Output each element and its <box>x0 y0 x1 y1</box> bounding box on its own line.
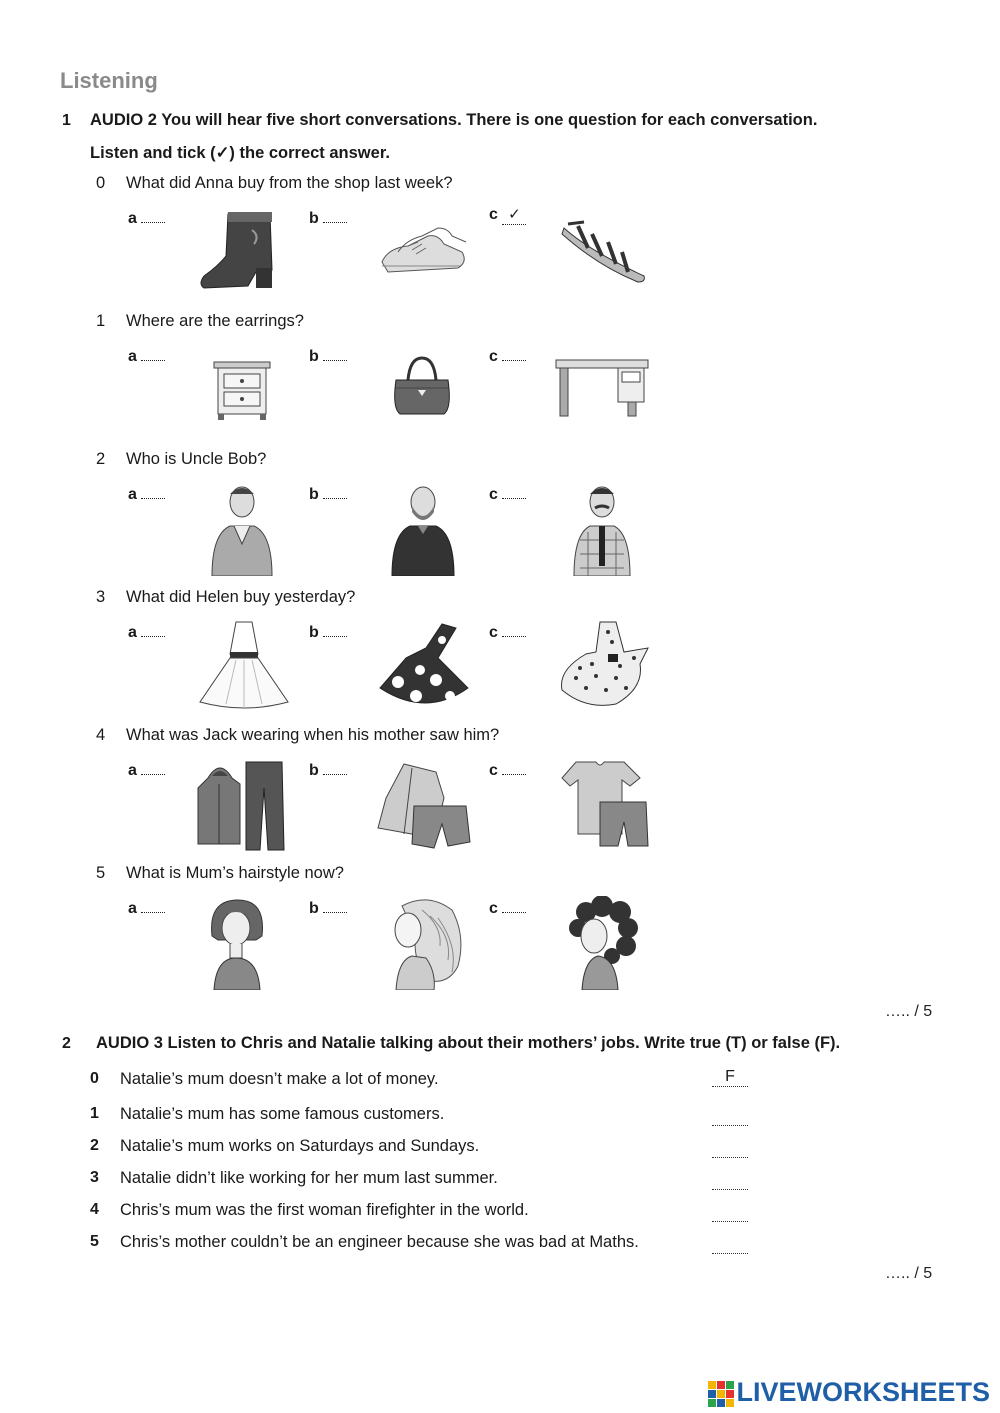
option-a-label: a <box>128 486 137 503</box>
option-b-label: b <box>309 900 319 917</box>
hoodie-jeans-icon[interactable] <box>194 758 286 852</box>
tf-item-number: 0 <box>90 1070 99 1087</box>
question-text: What did Anna buy from the shop last week? <box>126 174 453 192</box>
tf-item-number: 3 <box>90 1169 99 1186</box>
question-number: 3 <box>96 588 106 606</box>
answer-blank-c[interactable] <box>502 896 526 913</box>
exercise-1-instruction-line2: Listen and tick (✓) the correct answer. <box>90 144 390 162</box>
logo-text: LIVEWORKSHEETS <box>736 1377 990 1407</box>
answer-blank-b[interactable] <box>323 482 347 499</box>
exercise-1-number: 1 <box>62 112 71 129</box>
sandal-icon[interactable] <box>558 220 650 286</box>
answer-blank-a[interactable] <box>141 620 165 637</box>
question-text: Who is Uncle Bob? <box>126 450 267 468</box>
option-b-label: b <box>309 348 319 365</box>
question-number: 2 <box>96 450 106 468</box>
answer-blank-b[interactable] <box>323 344 347 361</box>
sneakers-icon[interactable] <box>378 222 470 282</box>
option-a-label: a <box>128 210 137 227</box>
option-a-label: a <box>128 762 137 779</box>
question-text: What was Jack wearing when his mother saw him? <box>126 726 500 744</box>
question-4 <box>0 726 1000 856</box>
man-sweater-icon[interactable] <box>208 484 276 576</box>
answer-blank-b[interactable] <box>323 620 347 637</box>
answer-blank-a[interactable] <box>141 758 165 775</box>
option-a-label: a <box>128 624 137 641</box>
question-number: 0 <box>96 174 106 192</box>
answer-blank-a[interactable] <box>141 482 165 499</box>
bob-hair-icon[interactable] <box>206 896 268 990</box>
jacket-shorts-icon[interactable] <box>374 758 472 852</box>
desk-icon[interactable] <box>554 356 650 418</box>
option-b-label: b <box>309 762 319 779</box>
tf-answer-field[interactable] <box>712 1107 748 1126</box>
option-c-label: c <box>489 900 498 917</box>
exercise-2-instruction: AUDIO 3 Listen to Chris and Natalie talking about their mothers’ jobs. Write true (T) or false (F). <box>96 1034 841 1052</box>
question-number: 4 <box>96 726 106 744</box>
tf-item-3 <box>0 1169 1000 1201</box>
long-wavy-hair-icon[interactable] <box>382 896 468 990</box>
option-c-label: c <box>489 348 498 365</box>
bedside-table-icon[interactable] <box>212 360 272 420</box>
question-1 <box>0 312 1000 442</box>
tf-answer-field[interactable]: F <box>712 1068 748 1087</box>
option-c-label: c <box>489 624 498 641</box>
option-b-label: b <box>309 624 319 641</box>
tf-item-1 <box>0 1105 1000 1137</box>
answer-blank-c[interactable] <box>502 344 526 361</box>
boot-icon[interactable] <box>196 210 286 294</box>
handbag-icon[interactable] <box>390 356 454 418</box>
option-c-label: c <box>489 762 498 779</box>
question-0 <box>0 174 1000 304</box>
section-title: Listening <box>60 68 158 93</box>
answer-blank-c[interactable]: ✓ <box>502 208 526 225</box>
tf-item-text: Natalie didn’t like working for her mum last summer. <box>120 1169 498 1187</box>
tf-item-number: 1 <box>90 1105 99 1122</box>
answer-blank-c[interactable] <box>502 758 526 775</box>
tf-answer-field[interactable] <box>712 1235 748 1254</box>
tf-item-0 <box>0 1070 1000 1102</box>
tf-answer-field[interactable] <box>712 1203 748 1222</box>
option-c-label: c <box>489 206 498 223</box>
tf-item-number: 2 <box>90 1137 99 1154</box>
exercise-1-score: ….. / 5 <box>885 1003 933 1020</box>
option-a-label: a <box>128 348 137 365</box>
answer-blank-b[interactable] <box>323 758 347 775</box>
exercise-2-number: 2 <box>62 1035 71 1052</box>
answer-blank-b[interactable] <box>323 896 347 913</box>
question-text: What did Helen buy yesterday? <box>126 588 356 606</box>
man-beard-icon[interactable] <box>388 484 458 576</box>
tshirt-shorts-icon[interactable] <box>560 758 650 852</box>
tf-item-text: Chris’s mother couldn’t be an engineer because she was bad at Maths. <box>120 1233 639 1251</box>
answer-blank-a[interactable] <box>141 206 165 223</box>
question-number: 5 <box>96 864 106 882</box>
white-dress-icon[interactable] <box>196 618 292 712</box>
option-b-label: b <box>309 210 319 227</box>
option-c-label: c <box>489 486 498 503</box>
question-text: Where are the earrings? <box>126 312 304 330</box>
tf-item-text: Natalie’s mum has some famous customers. <box>120 1105 445 1123</box>
answer-blank-a[interactable] <box>141 344 165 361</box>
liveworksheets-logo <box>708 1377 990 1408</box>
question-number: 1 <box>96 312 106 330</box>
answer-blank-c[interactable] <box>502 482 526 499</box>
option-a-label: a <box>128 900 137 917</box>
curly-hair-icon[interactable] <box>566 896 642 990</box>
tf-item-number: 4 <box>90 1201 99 1218</box>
tf-item-5 <box>0 1233 1000 1265</box>
tf-item-4 <box>0 1201 1000 1233</box>
answer-blank-b[interactable] <box>323 206 347 223</box>
tf-item-text: Natalie’s mum doesn’t make a lot of money. <box>120 1070 439 1088</box>
tf-answer-field[interactable] <box>712 1171 748 1190</box>
answer-blank-c[interactable] <box>502 620 526 637</box>
tf-item-2 <box>0 1137 1000 1169</box>
liveworksheets-logo-icon <box>708 1381 734 1407</box>
man-moustache-icon[interactable] <box>570 484 634 576</box>
exercise-2-score: ….. / 5 <box>885 1265 933 1282</box>
option-b-label: b <box>309 486 319 503</box>
question-2 <box>0 450 1000 580</box>
question-3 <box>0 588 1000 718</box>
tf-item-text: Chris’s mum was the first woman firefighter in the world. <box>120 1201 529 1219</box>
tf-answer-field[interactable] <box>712 1139 748 1158</box>
tf-item-text: Natalie’s mum works on Saturdays and Sundays. <box>120 1137 480 1155</box>
question-5 <box>0 864 1000 994</box>
exercise-1-instruction-line1: AUDIO 2 You will hear five short conversations. There is one question for each conversation. <box>90 111 818 129</box>
small-dots-dress-icon[interactable] <box>556 618 652 712</box>
tf-item-number: 5 <box>90 1233 99 1250</box>
answer-blank-a[interactable] <box>141 896 165 913</box>
question-text: What is Mum’s hairstyle now? <box>126 864 344 882</box>
big-dots-dress-icon[interactable] <box>376 618 472 712</box>
